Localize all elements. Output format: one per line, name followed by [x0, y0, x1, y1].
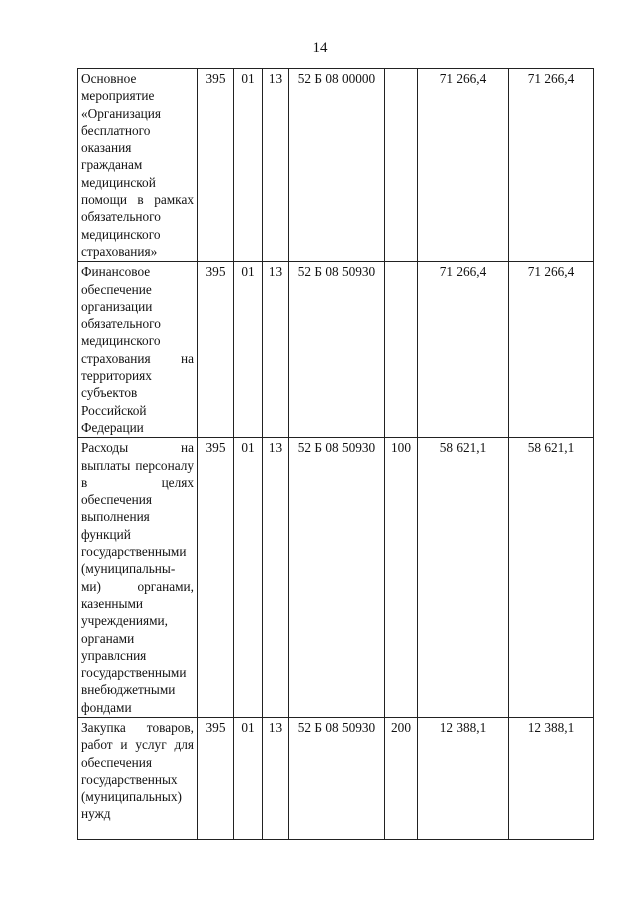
- cell-csr: 52 Б 08 50930: [289, 262, 385, 438]
- cell-rz: 01: [234, 262, 263, 438]
- cell-rz: 01: [234, 717, 263, 839]
- cell-sum-1: 58 621,1: [418, 438, 509, 718]
- cell-grbs: 395: [198, 438, 234, 718]
- table-row: [78, 69, 594, 262]
- table-row: [78, 438, 594, 718]
- cell-sum-1: 71 266,4: [418, 262, 509, 438]
- cell-sum-2: 58 621,1: [509, 438, 594, 718]
- cell-vr: 200: [385, 717, 418, 839]
- cell-pr: 13: [263, 717, 289, 839]
- cell-sum-1: 12 388,1: [418, 717, 509, 839]
- cell-sum-2: 12 388,1: [509, 717, 594, 839]
- cell-csr: 52 Б 08 50930: [289, 717, 385, 839]
- row-name: Расходы на выплаты персоналу в целях обеспечения выполнения функций государственными (муниципальны-ми) органами, казенными учреждениями, органами управлсния государственными внебюджетными фондами: [78, 438, 198, 718]
- table-row: [78, 717, 594, 839]
- table-row: [78, 262, 594, 438]
- cell-rz: 01: [234, 69, 263, 262]
- cell-grbs: 395: [198, 717, 234, 839]
- cell-grbs: 395: [198, 69, 234, 262]
- cell-csr: 52 Б 08 00000: [289, 69, 385, 262]
- cell-sum-2: 71 266,4: [509, 262, 594, 438]
- budget-table: [77, 68, 594, 840]
- cell-rz: 01: [234, 438, 263, 718]
- cell-pr: 13: [263, 262, 289, 438]
- cell-grbs: 395: [198, 262, 234, 438]
- cell-pr: 13: [263, 69, 289, 262]
- cell-sum-2: 71 266,4: [509, 69, 594, 262]
- row-name: Основное мероприятие «Организация бесплатного оказания гражданам медицинской помощи в рамках обязательного медицинского страхования»: [78, 69, 198, 262]
- cell-csr: 52 Б 08 50930: [289, 438, 385, 718]
- cell-vr: [385, 262, 418, 438]
- cell-pr: 13: [263, 438, 289, 718]
- cell-vr: 100: [385, 438, 418, 718]
- cell-sum-1: 71 266,4: [418, 69, 509, 262]
- row-name: Финансовое обеспечение организации обязательного медицинского страхования на территориях субъектов Российской Федерации: [78, 262, 198, 438]
- cell-vr: [385, 69, 418, 262]
- page-number: 14: [312, 40, 328, 56]
- row-name: Закупка товаров, работ и услуг для обеспечения государственных (муниципальных) нужд: [78, 717, 198, 839]
